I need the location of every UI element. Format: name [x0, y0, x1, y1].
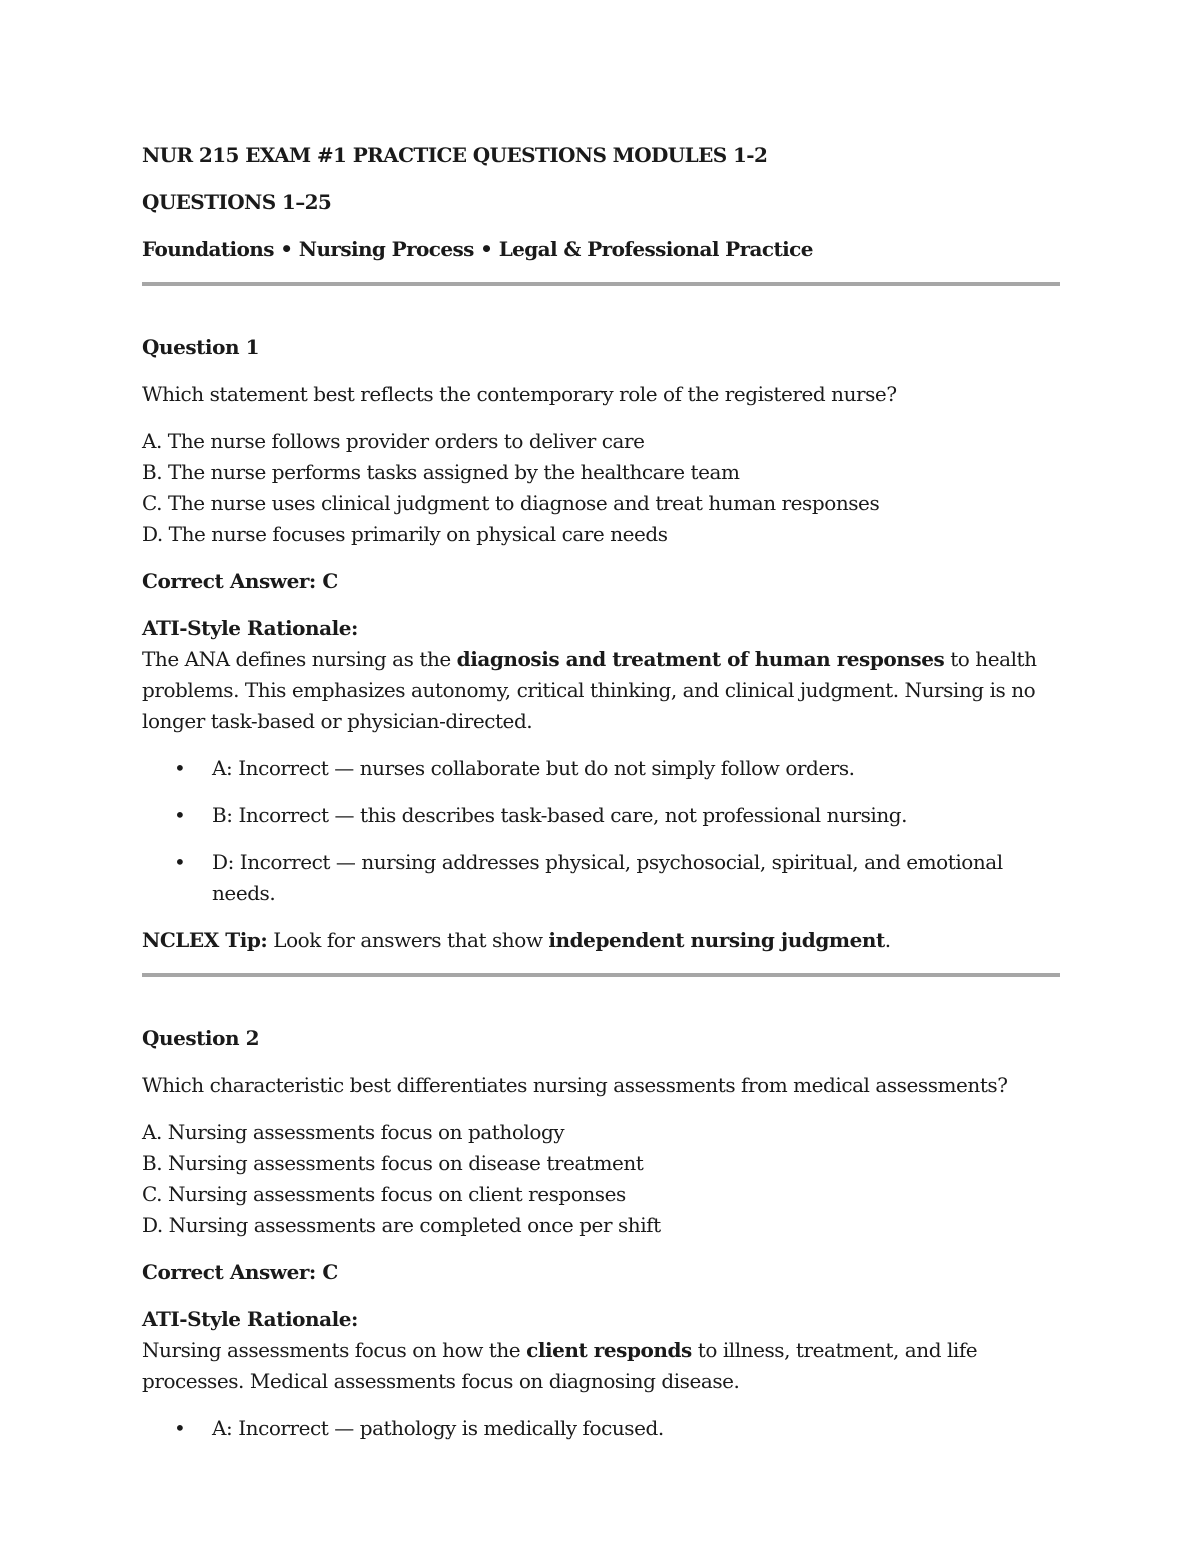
option-b: B. The nurse performs tasks assigned by the healthcare team [142, 460, 740, 484]
rationale-emphasis: diagnosis and treatment of human responses [456, 647, 945, 671]
bullet-icon: • [174, 850, 186, 874]
nclex-tip-emphasis: independent nursing judgment [548, 928, 885, 952]
list-item [142, 847, 1060, 909]
option-a: A. The nurse follows provider orders to deliver care [142, 429, 645, 453]
question-heading: Question 1 [142, 335, 260, 359]
nclex-tip-label: NCLEX Tip: [142, 928, 268, 952]
option-c: C. Nursing assessments focus on client responses [142, 1182, 626, 1206]
bullet-text: D: Incorrect — nursing addresses physical, psychosocial, spiritual, and emotional needs. [212, 850, 1003, 905]
section-divider [142, 973, 1060, 977]
bullet-icon: • [174, 803, 186, 827]
rationale-bullets [142, 1413, 1060, 1444]
list-item [142, 800, 1060, 831]
rationale-text [142, 1335, 1060, 1397]
list-item [142, 753, 1060, 784]
list-item [142, 1413, 1060, 1444]
correct-answer-value: C [322, 569, 338, 593]
rationale-bullets [142, 753, 1060, 909]
option-b: B. Nursing assessments focus on disease treatment [142, 1151, 644, 1175]
question-stem: Which characteristic best differentiates nursing assessments from medical assessments? [142, 1073, 1008, 1097]
correct-answer-value: C [322, 1260, 338, 1284]
nclex-tip-text-end: . [884, 928, 891, 952]
question-1 [142, 332, 1060, 956]
option-c: C. The nurse uses clinical judgment to diagnose and treat human responses [142, 491, 880, 515]
option-d: D. Nursing assessments are completed once per shift [142, 1213, 661, 1237]
question-range: QUESTIONS 1–25 [142, 190, 332, 214]
correct-answer [142, 566, 1060, 597]
rationale-text-end: to illness, treatment, and life processes. Medical assessments focus on diagnosing disease. [142, 1338, 978, 1393]
correct-answer-label: Correct Answer: [142, 1260, 316, 1284]
rationale-text [142, 644, 1060, 737]
document-content [142, 140, 1060, 1460]
topics-subtitle: Foundations • Nursing Process • Legal & Professional Practice [142, 237, 813, 261]
bullet-icon: • [174, 756, 186, 780]
rationale-text-end: to health problems. This emphasizes autonomy, critical thinking, and clinical judgment. Nursing is no longer task-based or physician-directed. [142, 647, 1037, 733]
nclex-tip [142, 925, 1060, 956]
question-stem: Which statement best reflects the contemporary role of the registered nurse? [142, 382, 897, 406]
bullet-text: A: Incorrect — pathology is medically focused. [212, 1416, 664, 1440]
rationale-label: ATI-Style Rationale: [142, 1307, 358, 1331]
rationale-text-start: Nursing assessments focus on how the [142, 1338, 527, 1362]
document-title: NUR 215 EXAM #1 PRACTICE QUESTIONS MODULES 1-2 [142, 143, 768, 167]
rationale-text-start: The ANA defines nursing as the [142, 647, 457, 671]
answer-options [142, 1117, 1060, 1241]
nclex-tip-text-start: Look for answers that show [267, 928, 549, 952]
answer-options [142, 426, 1060, 550]
question-2 [142, 1023, 1060, 1444]
rationale-emphasis: client responds [526, 1338, 692, 1362]
correct-answer-label: Correct Answer: [142, 569, 316, 593]
bullet-icon: • [174, 1416, 186, 1440]
bullet-text: A: Incorrect — nurses collaborate but do not simply follow orders. [212, 756, 855, 780]
bullet-text: B: Incorrect — this describes task-based care, not professional nursing. [212, 803, 908, 827]
question-heading: Question 2 [142, 1026, 260, 1050]
option-d: D. The nurse focuses primarily on physical care needs [142, 522, 668, 546]
rationale-label: ATI-Style Rationale: [142, 616, 358, 640]
section-divider [142, 282, 1060, 286]
option-a: A. Nursing assessments focus on pathology [142, 1120, 565, 1144]
correct-answer [142, 1257, 1060, 1288]
